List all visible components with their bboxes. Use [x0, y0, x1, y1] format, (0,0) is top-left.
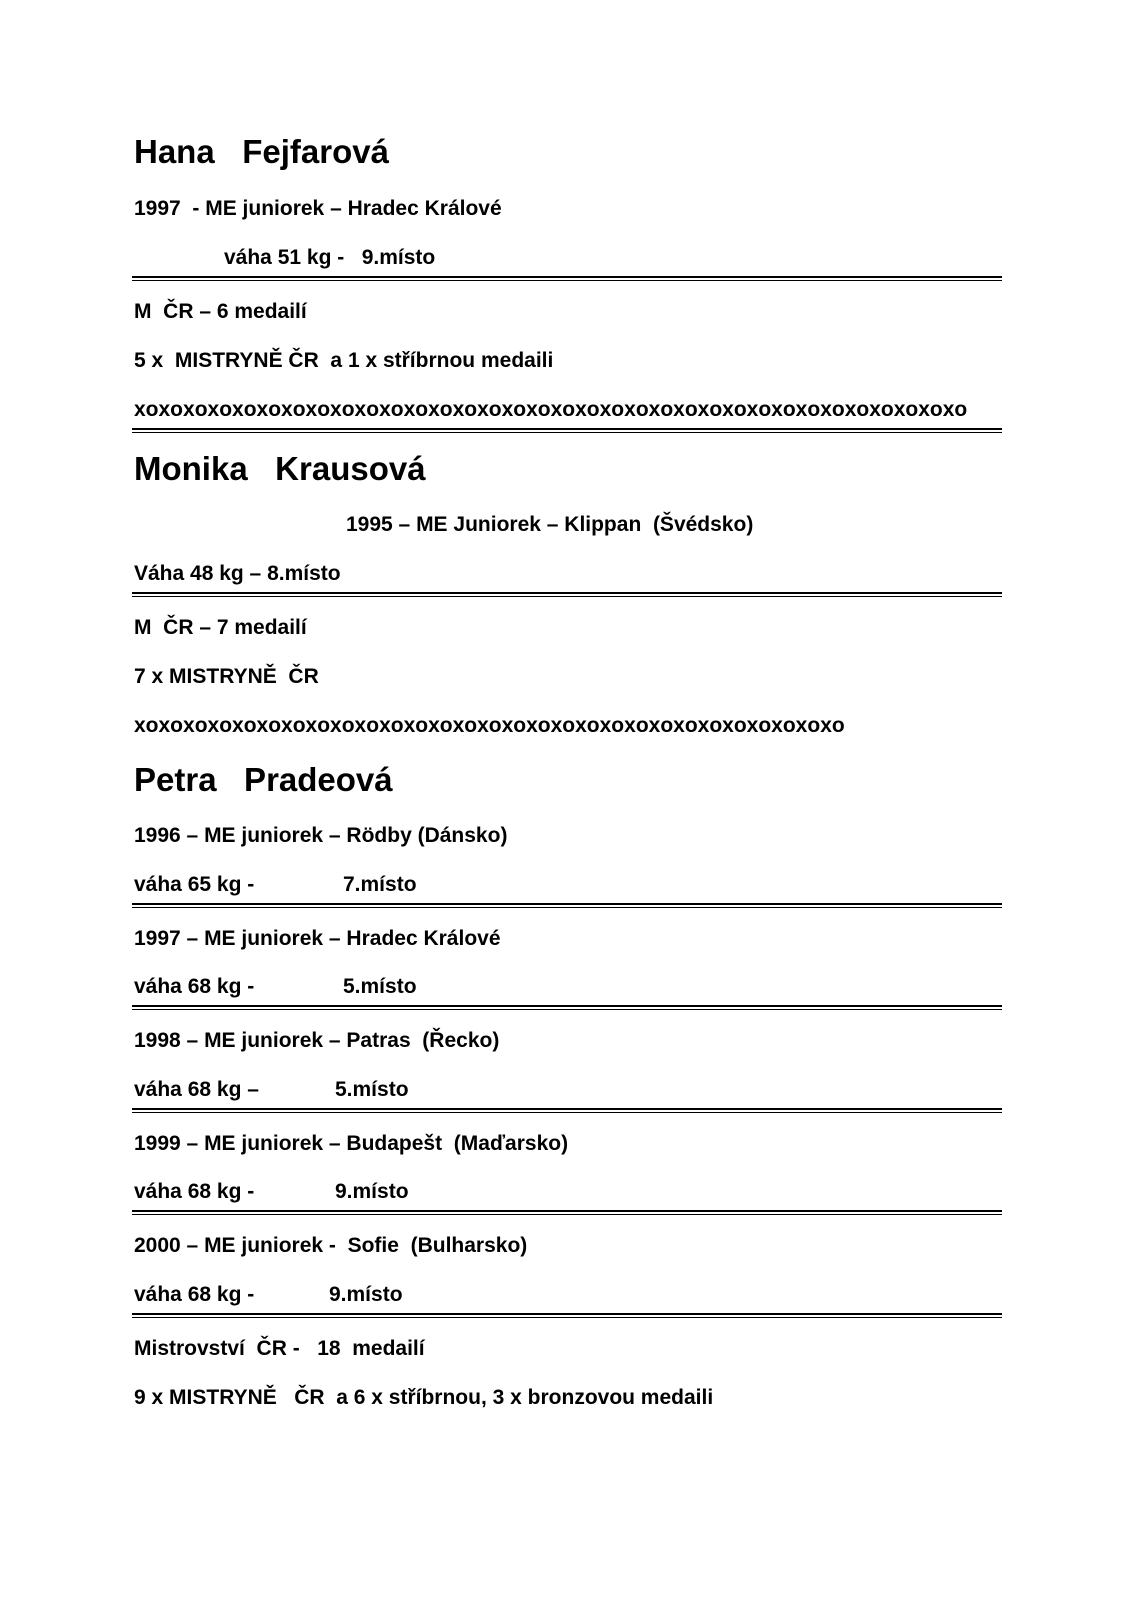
divider-rule — [132, 903, 1002, 908]
competition-line: 1997 – ME juniorek – Hradec Králové — [134, 927, 501, 950]
weight-line: váha 68 kg – — [134, 1078, 259, 1101]
placement-line: 9.místo — [329, 1283, 403, 1306]
weight-line: váha 65 kg - — [134, 873, 255, 896]
placement-line: 9.místo — [335, 1180, 409, 1203]
medal-count-line: Mistrovství ČR - 18 medailí — [134, 1337, 425, 1360]
medal-count-line: M ČR – 6 medailí — [134, 300, 307, 323]
athlete-name: Hana Fejfarová — [134, 133, 389, 170]
placement-line: 5.místo — [343, 975, 417, 998]
placement-line: 5.místo — [335, 1078, 409, 1101]
result-line: váha 51 kg - 9.místo — [224, 246, 436, 269]
weight-line: váha 68 kg - — [134, 975, 255, 998]
title-summary-line: 5 x MISTRYNĚ ČR a 1 x stříbrnou medaili — [134, 349, 554, 372]
divider-rule — [132, 428, 1002, 433]
divider-rule — [132, 592, 1002, 597]
divider-rule — [132, 1108, 1002, 1113]
divider-rule — [132, 1005, 1002, 1010]
placement-line: 7.místo — [343, 873, 417, 896]
separator-xo: xoxoxoxoxoxoxoxoxoxoxoxoxoxoxoxoxoxoxoxoxoxoxoxoxoxoxoxoxoxoxoxoxoxo — [134, 398, 968, 421]
separator-xo: xoxoxoxoxoxoxoxoxoxoxoxoxoxoxoxoxoxoxoxoxoxoxoxoxoxoxoxoxo — [134, 714, 845, 737]
competition-line: 1999 – ME juniorek – Budapešt (Maďarsko) — [134, 1132, 569, 1155]
competition-line: 1997 - ME juniorek – Hradec Králové — [134, 197, 502, 220]
divider-rule — [132, 1313, 1002, 1318]
competition-line: 2000 – ME juniorek - Sofie (Bulharsko) — [134, 1234, 528, 1257]
competition-line: 1998 – ME juniorek – Patras (Řecko) — [134, 1029, 500, 1052]
divider-rule — [132, 1210, 1002, 1215]
result-line: Váha 48 kg – 8.místo — [134, 562, 341, 585]
divider-rule — [132, 276, 1002, 281]
weight-line: váha 68 kg - — [134, 1180, 255, 1203]
athlete-name: Monika Krausová — [134, 450, 426, 487]
athlete-name: Petra Pradeová — [134, 761, 393, 798]
title-summary-line: 9 x MISTRYNĚ ČR a 6 x stříbrnou, 3 x bronzovou medaili — [134, 1386, 714, 1409]
title-summary-line: 7 x MISTRYNĚ ČR — [134, 665, 319, 688]
competition-line: 1995 – ME Juniorek – Klippan (Švédsko) — [346, 513, 754, 536]
weight-line: váha 68 kg - — [134, 1283, 255, 1306]
medal-count-line: M ČR – 7 medailí — [134, 616, 307, 639]
competition-line: 1996 – ME juniorek – Rödby (Dánsko) — [134, 824, 508, 847]
